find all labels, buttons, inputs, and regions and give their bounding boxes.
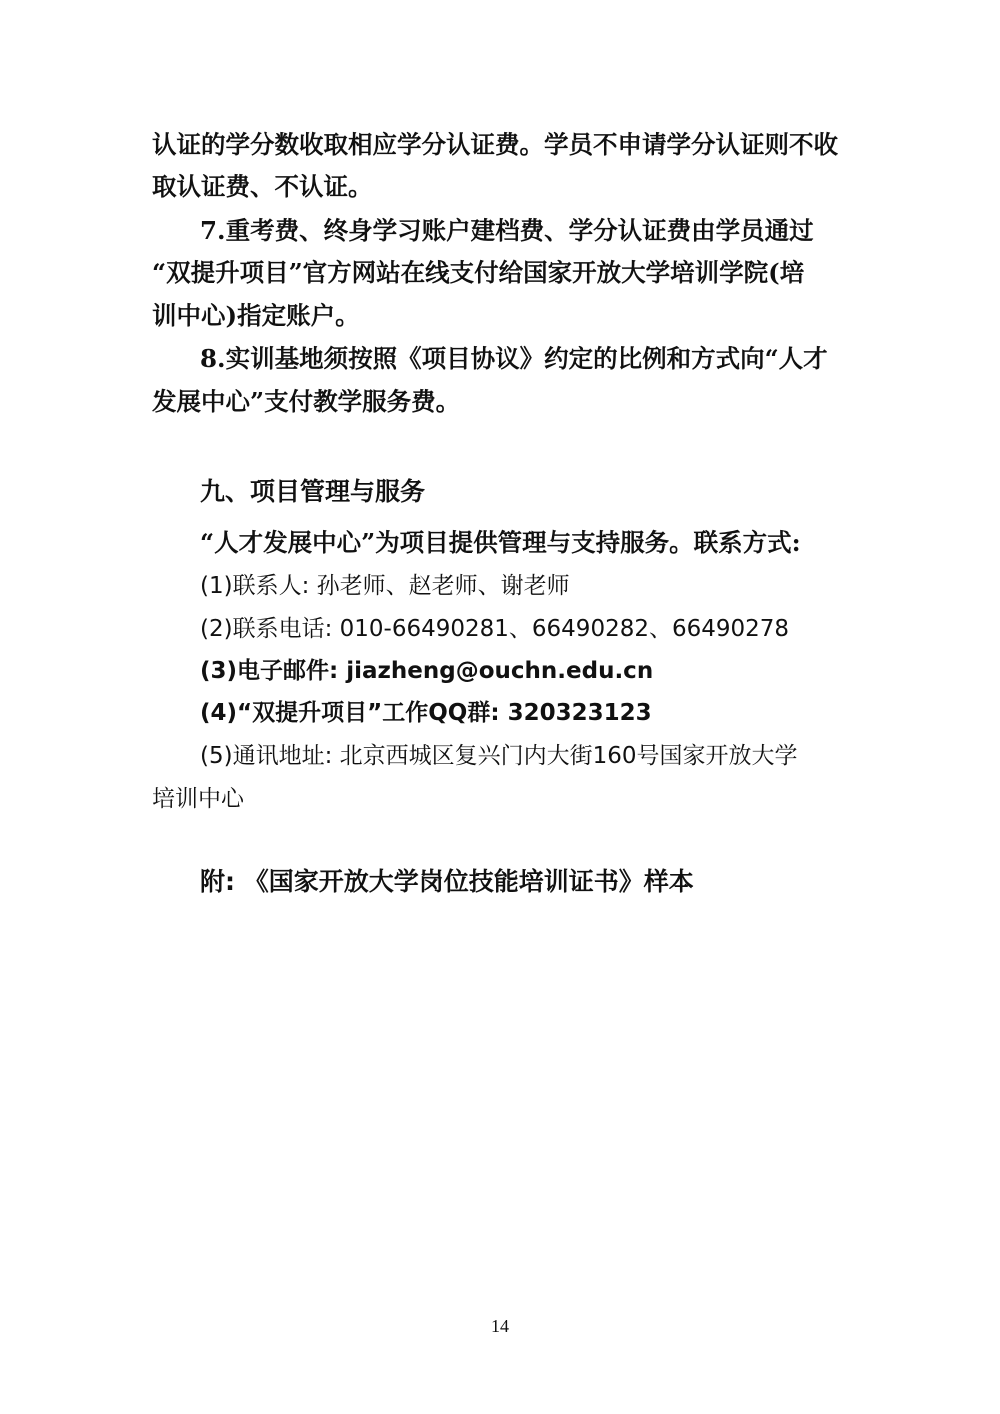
- contact-address-line-1: (5)通讯地址: 北京西城区复兴门内大街160号国家开放大学: [200, 743, 798, 769]
- paragraph-8-line-2: 发展中心”支付教学服务费。: [152, 387, 461, 416]
- contact-address-line-2: 培训中心: [152, 786, 244, 812]
- section-9-heading: 九、项目管理与服务: [200, 477, 426, 506]
- contact-person: (1)联系人: 孙老师、赵老师、谢老师: [200, 573, 570, 599]
- paragraph-7-line-3: 训中心)指定账户。: [152, 301, 360, 330]
- contact-email: (3)电子邮件: jiazheng@ouchn.edu.cn: [200, 658, 654, 684]
- paragraph-6-line-1: 认证的学分数收取相应学分认证费。学员不申请学分认证则不收: [152, 130, 838, 159]
- paragraph-6-line-2: 取认证费、不认证。: [152, 172, 373, 201]
- paragraph-8-line-1: 8.实训基地须按照《项目协议》约定的比例和方式向“人才: [200, 344, 828, 373]
- section-9-intro: “人才发展中心”为项目提供管理与支持服务。联系方式:: [200, 528, 801, 557]
- paragraph-7-line-1: 7.重考费、终身学习账户建档费、学分认证费由学员通过: [200, 216, 814, 245]
- contact-qq-group: (4)“双提升项目”工作QQ群: 320323123: [200, 700, 652, 726]
- appendix-note: 附: 《国家开放大学岗位技能培训证书》样本: [200, 867, 694, 896]
- paragraph-7-line-2: “双提升项目”官方网站在线支付给国家开放大学培训学院(培: [152, 258, 805, 287]
- contact-phone: (2)联系电话: 010-66490281、66490282、66490278: [200, 616, 790, 642]
- page-number: 14: [491, 1316, 509, 1336]
